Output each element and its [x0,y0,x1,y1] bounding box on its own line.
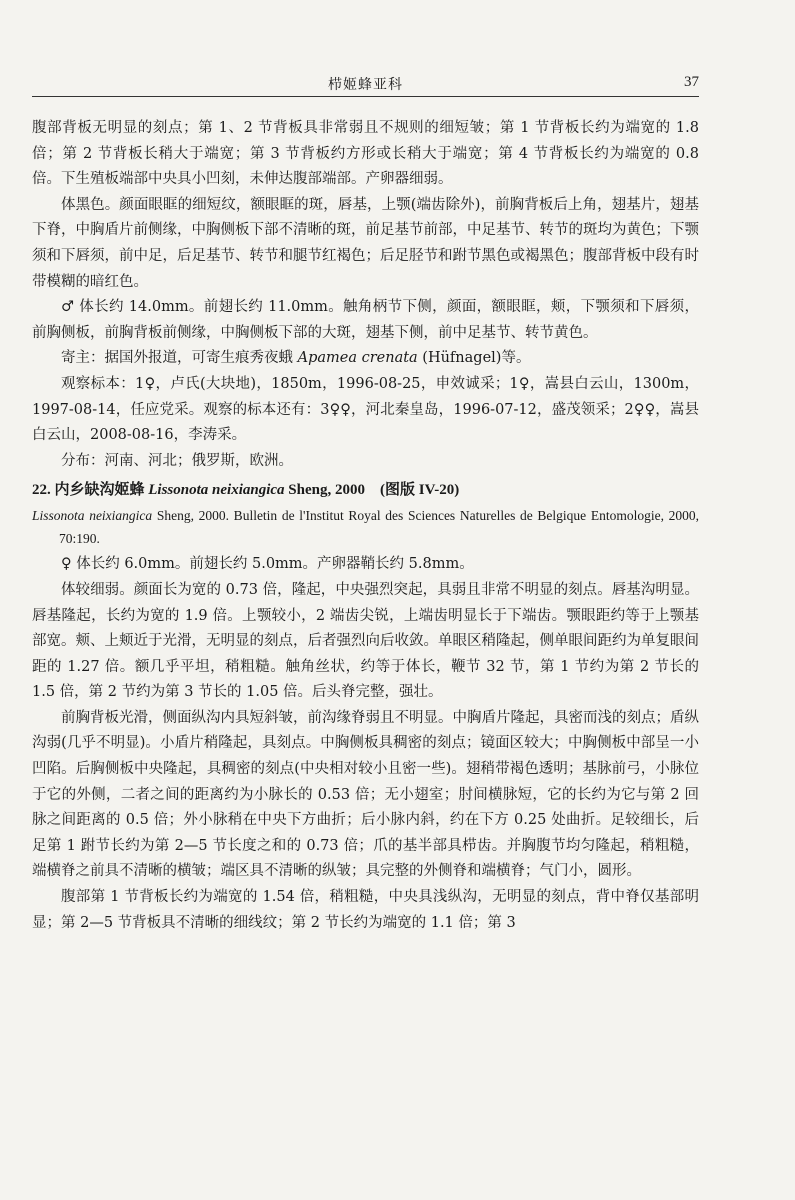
paragraph-abdomen: 腹部背板无明显的刻点；第 1、2 节背板具非常弱且不规则的细短皱；第 1 节背板长约为端宽的 1.8 倍；第 2 节背板长稍大于端宽；第 3 节背板约方形或长稍大于端宽；第 4 节背板长约为端宽的 0.8 倍。下生殖板端部中央具小凹刻，未伸达腹部端部。产卵器细弱。 [32,120,699,188]
running-title: 栉姬蜂亚科 [328,77,403,93]
page-body [32,116,699,936]
citation-sci-name: Lissonota neixiangica [32,508,153,524]
paragraph-host [32,346,699,372]
paragraph-male: ♂ 体长约 14.0mm。前翅长约 11.0mm。触角柄节下侧，颜面，额眼眶，颊，下颚须和下唇须，前胸侧板，前胸背板前侧缘，中胸侧板下部的大斑，翅基下侧，前中足基节、转节黄色。 [32,299,699,341]
paragraph-abdomen-female: 腹部第 1 节背板长约为端宽的 1.54 倍，稍粗糙，中央具浅纵沟，无明显的刻点，背中脊仅基部明显；第 2—5 节背板具不清晰的细线纹；第 2 节长约为端宽的 1.1 倍；第 3 [32,889,699,931]
citation-text: Sheng, 2000. Bulletin de l'Institut Royal des Sciences Naturelles de Belgique Entomologie, 2000, 70:190. [59,508,699,547]
species-sci-name: Lissonota neixiangica [148,482,285,499]
host-suffix: (Hüfnagel)等。 [417,350,531,367]
paragraph-coloration: 体黑色。颜面眼眶的细短纹，额眼眶的斑，唇基，上颚(端齿除外)，前胸背板后上角，翅基片，翅基下脊，中胸盾片前侧缘，中胸侧板下部不清晰的斑，前足基节前部，中足基节、转节的斑均为黄色；下颚须和下唇须，前中足，后足基节、转节和腿节红褐色；后足胫节和跗节黑色或褐黑色；腹部背板中段有时带模糊的暗红色。 [32,196,699,290]
species-heading [32,476,699,504]
species-plate: (图版 IV-20) [364,482,460,499]
page-number: 37 [684,74,699,90]
host-prefix: 寄主：据国外报道，可寄生痕秀夜蛾 [61,350,298,367]
running-header [32,70,699,97]
paragraph-distribution: 分布：河南、河北；俄罗斯，欧洲。 [61,452,293,469]
species-number: 22. 内乡缺沟姬蜂 [32,482,149,499]
host-species: Apamea crenata [297,350,418,367]
species-author: Sheng, 2000 [284,482,365,499]
paragraph-female-size: ♀ 体长约 6.0mm。前翅长约 5.0mm。产卵器鞘长约 5.8mm。 [61,556,474,573]
citation [32,504,699,550]
paragraph-head: 体较细弱。颜面长为宽的 0.73 倍，隆起，中央强烈突起，具弱且非常不明显的刻点。唇基沟明显。唇基隆起，长约为宽的 1.9 倍。上颚较小，2 端齿尖锐，上端齿明显长于下端齿。颚眼距约等于上颚基部宽。颊、上颊近于光滑，无明显的刻点，后者强烈向后收敛。单眼区稍隆起，侧单眼间距约为单复眼间距的 1.27 倍。额几乎平坦，稍粗糙。触角丝状，约等于体长，鞭节 32 节，第 1 节约为第 2 节长的 1.5 倍，第 2 节约为第 3 节长的 1.05 倍。后头脊完整，强壮。 [32,581,699,701]
paragraph-specimens: 观察标本：1♀，卢氏(大块地)，1850m，1996-08-25，申效诚采；1♀，嵩县白云山，1300m，1997-08-14，任应党采。观察的标本还有：3♀♀，河北秦皇岛，1996-07-12，盛茂领采；2♀♀，嵩县白云山，2008-08-16，李涛采。 [32,375,699,444]
paragraph-thorax: 前胸背板光滑，侧面纵沟内具短斜皱，前沟缘脊弱且不明显。中胸盾片隆起，具密而浅的刻点；盾纵沟弱(几乎不明显)。小盾片稍隆起，具刻点。中胸侧板具稠密的刻点；镜面区较大；中胸侧板中部呈一小凹陷。后胸侧板中央隆起，具稠密的刻点(中央相对较小且密一些)。翅稍带褐色透明；基脉前弓，小脉位于它的外侧，二者之间的距离约为小脉长的 0.53 倍；无小翅室；肘间横脉短，它的长约为它与第 2 回脉之间距离的 0.5 倍；外小脉稍在中央下方曲折；后小脉内斜，约在下方 0.25 处曲折。足较细长，后足第 1 跗节长约为第 2—5 节长度之和的 0.73 倍；爪的基半部具栉齿。并胸腹节均匀隆起，稍粗糙，端横脊之前具不清晰的横皱；端区具不清晰的纵皱；具完整的外侧脊和端横脊；气门小，圆形。 [32,709,699,880]
